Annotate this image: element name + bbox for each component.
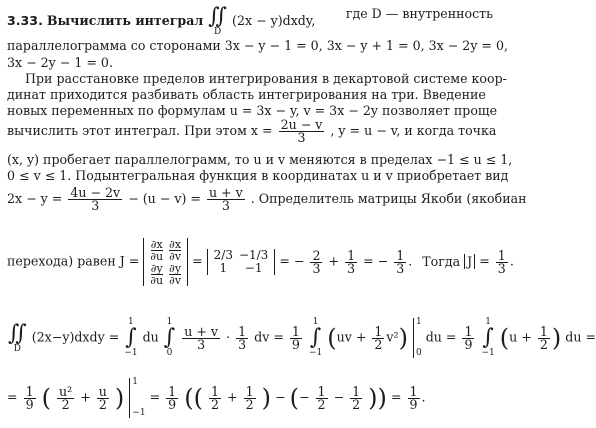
fraction-f1: $\frac{4u - 2v}{3}$ [70, 185, 121, 213]
paragraph-line-1: При расстановке пределов интегрирования в декартовой системе коор- [25, 71, 507, 86]
problem-line-3: 3x − 2y − 1 = 0. [7, 55, 113, 70]
calc-line-2: = $\frac{1}{9}$ ( $\frac{\text{u²}}{2}$ + $\frac{u}{2}$ ) 1 −1 = $\frac{1}{9}$ (( $\frac{1}{2}$ + $\frac{1}{2}$ ) − (− $\frac{1}{2}$ − $\frac{1}{2}$ )) = $\frac{1}{9}$ . [7, 377, 426, 418]
double-integral: ∬ D [8, 320, 27, 354]
fraction-x: $\frac{2u - v}{3}$ [280, 117, 323, 145]
paragraph-line-3: новых переменных по формулам u = 3x − y, v = 3x − 2y позволяет проще [7, 103, 498, 118]
problem-line-1 [7, 6, 493, 37]
paragraph-line-7: 2x − y = $\frac{4u - 2v}{3}$ − (u − v) = $\frac{u + v}{3}$ . Определитель матрицы Якоби (якобиан [7, 185, 527, 213]
paragraph-line-4: вычислить этот интеграл. При этом x = $\frac{2u - v}{3}$ , y = u − v, и когда точка [7, 117, 497, 145]
paragraph-line-2: динат приходится разбивать область интегрирования на три. Введение [7, 87, 486, 102]
numeric-determinant: 2/3 −1/3 1 −1 [207, 249, 276, 275]
jacobian-determinant: $\frac{\partial x}{\partial u}$ $\frac{\partial x}{\partial v}$ $\frac{\partial y}{\partial u}$ $\frac{\partial y}{\partial v}$ [143, 238, 188, 286]
paragraph-line-6: 0 ≤ v ≤ 1. Подынтегральная функция в координатах u и v приобретает вид [7, 168, 509, 183]
jacobian-line: перехода) равен J = $\frac{\partial x}{\partial u}$ $\frac{\partial x}{\partial v}$ $\frac{\partial y}{\partial u}$ $\frac{\partial y}{\partial v}$ = 2/3 −1/3 1 −1 = − $\frac{2}{3}$ + $\frac{1}{3}$ = − $\frac{1}{3}$ . Тогда J = $\frac{1}{3}$ . [7, 238, 514, 287]
abs-jacobian: J [464, 254, 475, 269]
problem-title: Вычислить интеграл [46, 13, 204, 28]
fraction-f2: $\frac{u + v}{3}$ [208, 185, 243, 213]
problem-integrand: (2x − y)dxdy, [232, 13, 316, 28]
problem-domain: где D — внутренность [345, 6, 493, 21]
problem-number: 3.33. [7, 13, 43, 28]
integral-symbol: ∬ D [208, 4, 228, 37]
calc-line-1: ∬ D (2x−y)dxdy = 1 ∫ −1 du 1 ∫ 0 $\frac{u + v}{3}$ · $\frac{1}{3}$ dv = $\frac{1}{9}$ 1 ∫ −1 (uv + $\frac{1}{2}$ v²) 1 0 du = $\frac{1}{9}$ 1 ∫ −1 (u + $\frac{1}{2}$ ) du = [8, 317, 596, 358]
problem-line-2: параллелограмма со сторонами 3x − y − 1 = 0, 3x − y + 1 = 0, 3x − 2y = 0, [7, 38, 509, 53]
paragraph-line-5: (x, y) пробегает параллелограмм, то u и v меняются в пределах −1 ≤ u ≤ 1, [7, 152, 513, 167]
